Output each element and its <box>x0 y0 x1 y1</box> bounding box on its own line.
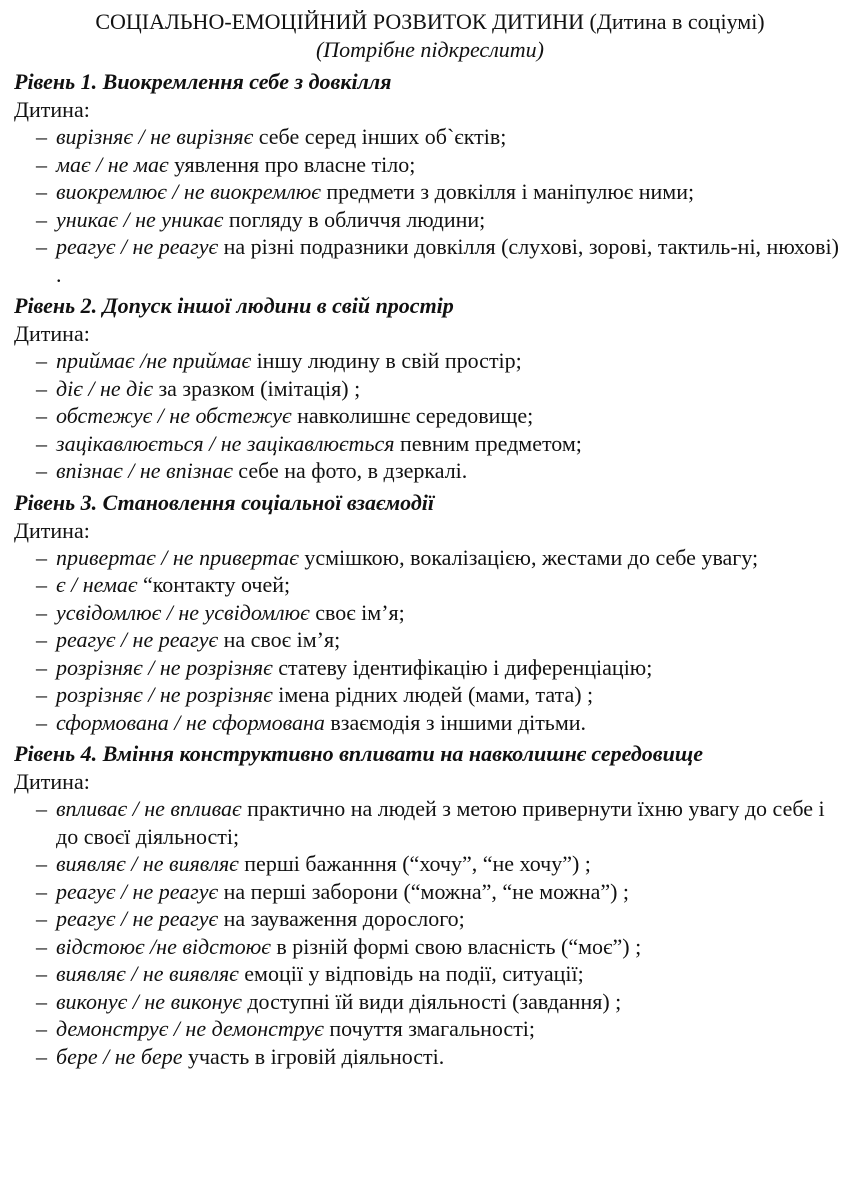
criterion-item <box>36 850 846 878</box>
criterion-item <box>36 430 846 458</box>
criterion-option[interactable]: реагує / не реагує <box>56 234 219 259</box>
list-dash: – <box>36 1043 47 1069</box>
list-dash: – <box>36 682 47 707</box>
level-heading: Рівень 4. Вміння конструктивно впливати на навколишнє середовище <box>14 741 703 766</box>
criterion-item <box>36 123 846 151</box>
list-dash: – <box>36 430 47 456</box>
criterion-text: за зразком (імітація) ; <box>152 375 361 401</box>
sections-container <box>14 68 846 1070</box>
criterion-item <box>36 626 846 654</box>
criterion-item <box>36 905 846 933</box>
criterion-text: взаємодія з іншими дітьми. <box>324 709 587 735</box>
level-heading: Рівень 1. Виокремлення себе з довкілля <box>14 69 392 94</box>
criterion-option[interactable]: виокремлює / не виокремлює <box>56 179 321 204</box>
criterion-option[interactable]: сформована / не сформована <box>56 709 325 735</box>
criterion-option[interactable]: впізнає / не впізнає <box>56 458 233 483</box>
level-section <box>14 292 846 485</box>
list-dash: – <box>36 851 47 876</box>
criterion-option[interactable]: виявляє / не виявляє <box>56 961 239 986</box>
criterion-item <box>36 571 846 599</box>
criterion-text: на зауваження дорослого; <box>218 906 465 931</box>
list-dash: – <box>36 151 47 177</box>
criterion-item <box>36 347 846 375</box>
child-label: Дитина: <box>14 769 90 794</box>
criterion-item <box>36 654 846 682</box>
criterion-item <box>36 233 846 288</box>
criterion-item <box>36 988 846 1016</box>
list-dash: – <box>36 796 47 821</box>
list-dash: – <box>36 654 47 680</box>
criterion-text: усмішкою, вокалізацією, жестами до себе увагу; <box>298 544 759 570</box>
list-dash: – <box>36 572 47 597</box>
criterion-item <box>36 544 846 572</box>
criterion-text: своє ім’я; <box>309 599 405 625</box>
criterion-text: предмети з довкілля і маніпулює ними; <box>320 179 695 204</box>
list-dash: – <box>36 375 47 401</box>
level-section <box>14 68 846 288</box>
criterion-option[interactable]: є / немає <box>56 572 138 597</box>
criterion-item <box>36 878 846 906</box>
criterion-option[interactable]: діє / не діє <box>56 375 153 401</box>
list-dash: – <box>36 1016 47 1041</box>
list-dash: – <box>36 627 47 652</box>
criterion-option[interactable]: має / не має <box>56 151 169 177</box>
criterion-item <box>36 681 846 709</box>
list-dash: – <box>36 961 47 986</box>
list-dash: – <box>36 599 47 625</box>
criterion-option[interactable]: реагує / не реагує <box>56 627 219 652</box>
level-section <box>14 740 846 1070</box>
list-dash: – <box>36 234 47 259</box>
criterion-option[interactable]: впливає / не впливає <box>56 796 242 821</box>
list-dash: – <box>36 403 47 428</box>
child-label: Дитина: <box>14 97 90 122</box>
criterion-option[interactable]: демонструє / не демонструє <box>56 1016 324 1041</box>
criterion-text: практично на людей з метою привернути їхню увагу до себе і до своєї діяльності; <box>56 796 825 849</box>
criterion-text: себе на фото, в дзеркалі. <box>232 458 468 483</box>
criterion-item <box>36 933 846 961</box>
criterion-option[interactable]: реагує / не реагує <box>56 878 219 904</box>
criteria-list <box>14 544 846 737</box>
list-dash: – <box>36 179 47 204</box>
criterion-option[interactable]: зацікавлюється / не зацікавлюється <box>56 430 395 456</box>
criterion-text: статеву ідентифікацію і диференціацію; <box>272 654 653 680</box>
criterion-text: в різній формі свою власність (“моє”) ; <box>270 933 642 959</box>
criterion-text: емоції у відповідь на події, ситуації; <box>238 961 584 986</box>
criterion-option[interactable]: реагує / не реагує <box>56 906 219 931</box>
criteria-list <box>14 795 846 1070</box>
child-label: Дитина: <box>14 517 90 543</box>
criterion-text: імена рідних людей (мами, тата) ; <box>272 682 594 707</box>
criterion-option[interactable]: уникає / не уникає <box>56 206 224 232</box>
criterion-item <box>36 375 846 403</box>
criterion-option[interactable]: обстежує / не обстежує <box>56 403 292 428</box>
list-dash: – <box>36 878 47 904</box>
criterion-item <box>36 151 846 179</box>
criterion-option[interactable]: розрізняє / не розрізняє <box>56 654 273 680</box>
level-section <box>14 489 846 737</box>
criterion-item <box>36 1015 846 1043</box>
criterion-item <box>36 457 846 485</box>
criterion-text: іншу людину в свій простір; <box>251 348 522 373</box>
criterion-option[interactable]: бере / не бере <box>56 1043 183 1069</box>
criterion-text: на різні подразники довкілля (слухові, зорові, тактиль-ні, нюхові) . <box>56 234 839 287</box>
list-dash: – <box>36 124 47 149</box>
criterion-text: почуття змагальності; <box>323 1016 536 1041</box>
criterion-item <box>36 709 846 737</box>
list-dash: – <box>36 348 47 373</box>
document-title: СОЦІАЛЬНО-ЕМОЦІЙНИЙ РОЗВИТОК ДИТИНИ (Дитина в соціумі) <box>95 9 765 34</box>
list-dash: – <box>36 544 47 570</box>
criterion-option[interactable]: усвідомлює / не усвідомлює <box>56 599 310 625</box>
document-subtitle: (Потрібне підкреслити) <box>315 37 545 62</box>
list-dash: – <box>36 933 47 959</box>
criterion-text: певним предметом; <box>394 430 582 456</box>
criterion-option[interactable]: відстоює /не відстоює <box>56 933 271 959</box>
criterion-text: “контакту очей; <box>137 572 291 597</box>
criterion-item <box>36 402 846 430</box>
criterion-item <box>36 599 846 627</box>
criterion-text: уявлення про власне тіло; <box>168 151 416 177</box>
criterion-option[interactable]: вирізняє / не вирізняє <box>56 124 254 149</box>
criterion-item <box>36 1043 846 1071</box>
list-dash: – <box>36 988 47 1014</box>
child-label: Дитина: <box>14 321 90 346</box>
criterion-item <box>36 795 846 850</box>
criterion-text: на перші заборони (“можна”, “не можна”) ; <box>218 878 630 904</box>
criterion-text: участь в ігровій діяльності. <box>182 1043 445 1069</box>
list-dash: – <box>36 206 47 232</box>
criteria-list <box>14 123 846 288</box>
criterion-option[interactable]: виконує / не виконує <box>56 988 242 1014</box>
criterion-text: перші бажанння (“хочу”, “не хочу”) ; <box>238 851 591 876</box>
criterion-option[interactable]: розрізняє / не розрізняє <box>56 682 273 707</box>
criteria-list <box>14 347 846 485</box>
list-dash: – <box>36 906 47 931</box>
criterion-item <box>36 206 846 234</box>
criterion-item <box>36 960 846 988</box>
criterion-text: навколишнє середовище; <box>291 403 534 428</box>
criterion-option[interactable]: приймає /не приймає <box>56 348 252 373</box>
criterion-option[interactable]: привертає / не привертає <box>56 544 299 570</box>
criterion-option[interactable]: виявляє / не виявляє <box>56 851 239 876</box>
criterion-text: погляду в обличчя людини; <box>223 206 486 232</box>
criterion-text: доступні їй види діяльності (завдання) ; <box>241 988 622 1014</box>
criterion-text: на своє ім’я; <box>218 627 341 652</box>
level-heading: Рівень 3. Становлення соціальної взаємодії <box>14 489 435 515</box>
list-dash: – <box>36 458 47 483</box>
criterion-item <box>36 178 846 206</box>
list-dash: – <box>36 709 47 735</box>
level-heading: Рівень 2. Допуск іншої людини в свій простір <box>14 293 454 318</box>
criterion-text: себе серед інших об`єктів; <box>253 124 507 149</box>
